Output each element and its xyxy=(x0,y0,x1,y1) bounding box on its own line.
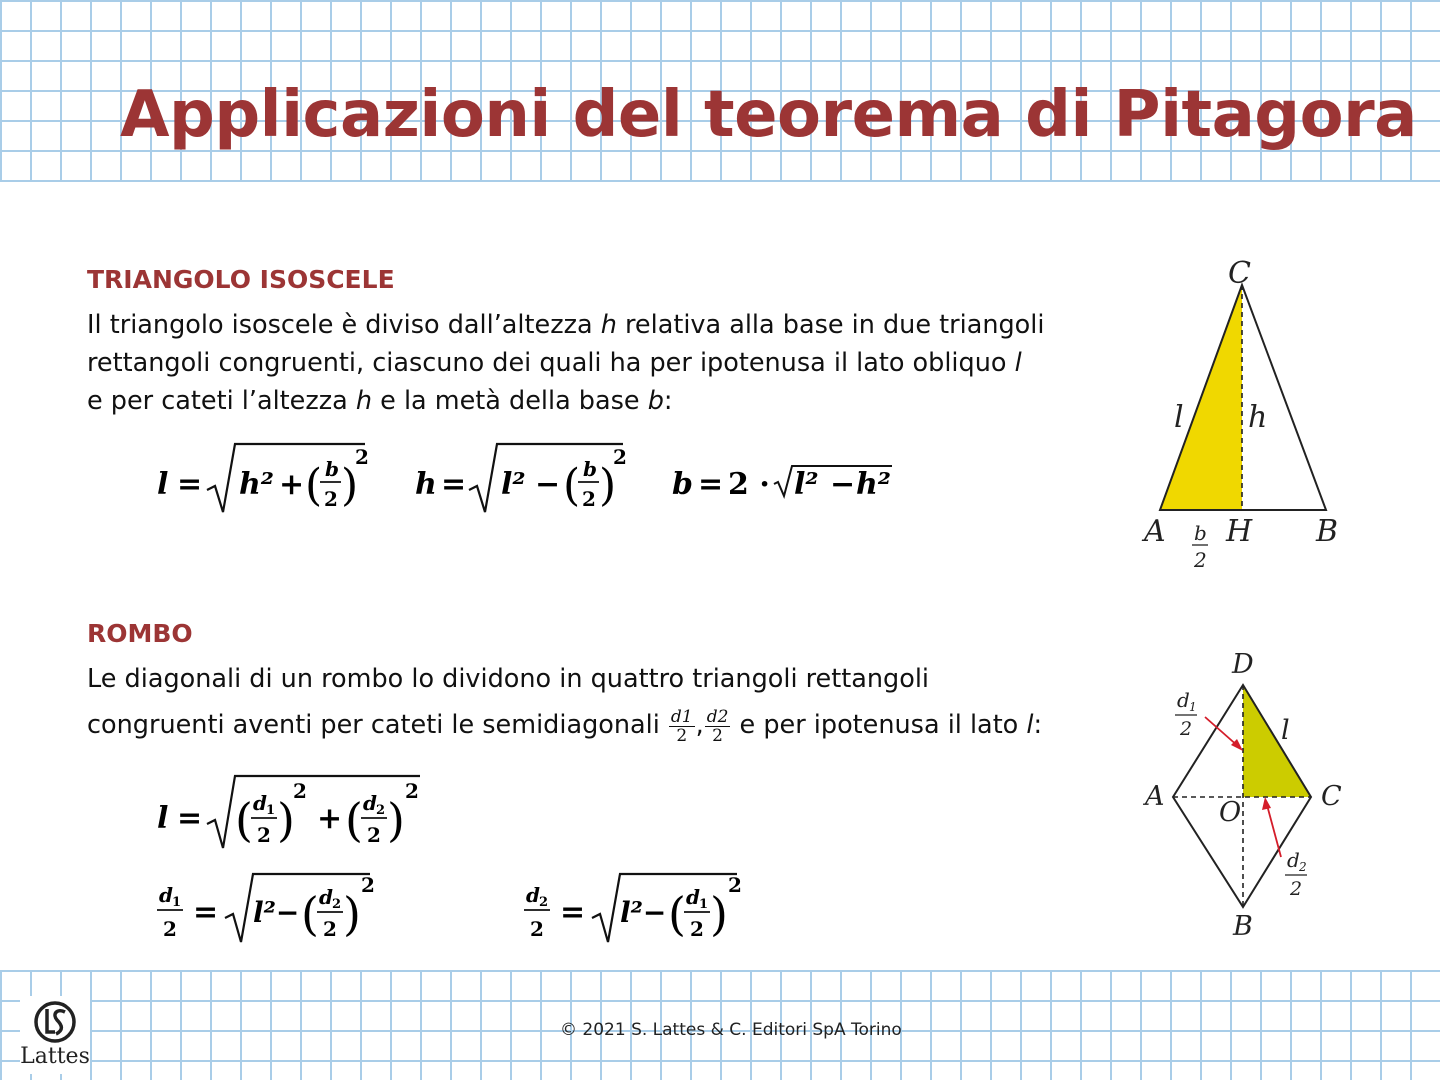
f3-l2: l² xyxy=(794,467,819,502)
page-title: Applicazioni del teorema di Pitagora xyxy=(120,78,1417,152)
f2-two: 2 xyxy=(582,487,596,511)
triangle-label-b-num: b xyxy=(1194,521,1207,545)
f4-d2: d xyxy=(363,791,377,815)
f4-plus: + xyxy=(317,801,343,836)
triangle-label-b-den: 2 xyxy=(1194,548,1207,572)
f5-d1-sub: 1 xyxy=(172,895,182,910)
rhombus-label-d1: d xyxy=(1177,688,1190,712)
copyright-footer: © 2021 S. Lattes & C. Editori SpA Torino xyxy=(560,1020,902,1040)
f1-sup: 2 xyxy=(355,445,369,469)
triangle-text-1: Il triangolo isoscele è diviso dall’altezza xyxy=(87,310,601,340)
f6-d1: d xyxy=(686,885,700,909)
lattes-logo-name: Lattes xyxy=(20,1044,90,1069)
f1-l: l xyxy=(157,467,169,502)
rhombus-comma: , xyxy=(695,710,704,740)
rhombus-label-b: B xyxy=(1233,911,1253,942)
rhombus-frac-d1-text: d1 xyxy=(670,706,693,727)
rhombus-heading: ROMBO xyxy=(87,619,193,648)
arrow-d2-head xyxy=(1262,797,1271,810)
f5-eq: = xyxy=(193,895,219,930)
f6-lhs-den: 2 xyxy=(530,917,544,941)
formula-d2-rhombus xyxy=(522,866,762,960)
rhombus-label-a: A xyxy=(1145,781,1165,812)
formula-h-triangle-svg xyxy=(413,440,643,520)
rhombus-frac-d1-num xyxy=(669,708,695,727)
f3-eq: = xyxy=(698,467,724,502)
triangle-var-h2: h xyxy=(355,386,373,416)
rhombus-label-d2-sub: 2 xyxy=(1299,860,1307,874)
rhombus-text-4: : xyxy=(1033,710,1043,740)
f5-lhs-den: 2 xyxy=(163,917,177,941)
triangle-label-a: A xyxy=(1144,514,1166,549)
f2-b: b xyxy=(583,457,597,481)
f1-eq: = xyxy=(177,467,203,502)
f5-l2minus: l²− xyxy=(253,896,300,929)
f4-d1-sub: 1 xyxy=(266,803,276,818)
f4-d2-sub: 2 xyxy=(376,803,386,818)
f2-sup: 2 xyxy=(613,445,627,469)
f4-d1: d xyxy=(253,791,267,815)
rhombus-frac-d1-den: 2 xyxy=(676,725,688,746)
f3-two-dot: 2 · xyxy=(728,467,770,502)
f5-sup: 2 xyxy=(361,873,375,897)
formula-d2-rhombus-svg xyxy=(522,866,762,952)
f1-rparen: ) xyxy=(341,460,359,511)
f1-b: b xyxy=(325,457,339,481)
f1-plus: + xyxy=(279,467,305,502)
f1-h2: h² xyxy=(239,467,274,502)
isosceles-triangle-diagram xyxy=(1130,255,1360,575)
formula-l-rhombus xyxy=(155,772,445,866)
rhombus-var-l: l xyxy=(1026,710,1034,740)
rhombus-frac-d2-text: d2 xyxy=(706,706,729,727)
rhombus-label-c: C xyxy=(1321,781,1342,812)
rhombus-label-l: l xyxy=(1281,715,1290,746)
rhombus-label-d1-sub: 1 xyxy=(1189,700,1197,714)
f5-lparen: ( xyxy=(301,887,319,941)
rhombus-text-2: congruenti aventi per cateti le semidiagonali xyxy=(87,710,668,740)
triangle-description xyxy=(87,306,1077,420)
formula-b-triangle-svg xyxy=(670,440,910,520)
f2-minus: − xyxy=(535,467,561,502)
f6-lparen: ( xyxy=(668,887,686,941)
f5-rparen: ) xyxy=(343,887,361,941)
f6-eq: = xyxy=(560,895,586,930)
f5-frac-den: 2 xyxy=(323,917,337,941)
triangle-text-4: e la metà della base xyxy=(372,386,648,416)
triangle-label-h: h xyxy=(1248,400,1268,435)
f3-minus: − xyxy=(830,467,856,502)
formula-h-triangle xyxy=(413,440,643,528)
f4-eq: = xyxy=(177,801,203,836)
rhombus-label-d: D xyxy=(1232,649,1254,680)
formula-b-triangle xyxy=(670,440,910,528)
f4-frac2-den: 2 xyxy=(367,823,381,847)
f4-lparen1: ( xyxy=(235,793,253,847)
f2-eq: = xyxy=(441,467,467,502)
lattes-logo-mark xyxy=(20,996,90,1046)
rhombus-description-line2 xyxy=(87,706,1077,745)
f4-lparen2: ( xyxy=(345,793,363,847)
triangle-text-2: relativa alla base in due triangoli rettangoli congruenti, ciascuno dei quali ha per ipotenusa il lato obliquo xyxy=(87,310,1045,378)
triangle-label-l: l xyxy=(1174,400,1184,435)
f6-rparen: ) xyxy=(710,887,728,941)
rhombus-text-3: e per ipotenusa il lato xyxy=(731,710,1027,740)
triangle-var-b: b xyxy=(647,386,664,416)
f4-rparen2: ) xyxy=(387,793,405,847)
f6-d2-sub: 2 xyxy=(539,895,549,910)
triangle-var-l: l xyxy=(1014,348,1022,378)
f1-lparen: ( xyxy=(305,460,323,511)
formula-l-triangle xyxy=(155,440,385,528)
triangle-label-c: C xyxy=(1228,256,1251,291)
f6-frac-den: 2 xyxy=(690,917,704,941)
f2-rparen: ) xyxy=(599,460,617,511)
rhombus-frac-d2 xyxy=(705,708,731,745)
rhombus-label-d1-den: 2 xyxy=(1180,718,1193,740)
f6-l2minus: l²− xyxy=(620,896,667,929)
f6-d1-sub: 1 xyxy=(699,897,709,912)
formula-d1-rhombus-svg xyxy=(155,866,395,952)
triangle-label-hfoot: H xyxy=(1226,514,1253,549)
f4-sup2: 2 xyxy=(405,779,419,803)
f1-two: 2 xyxy=(324,487,338,511)
rhombus-frac-d1 xyxy=(669,708,695,745)
triangle-text-5: : xyxy=(663,386,673,416)
rhombus-frac-d2-num xyxy=(705,708,731,727)
f2-l2: l² xyxy=(501,467,526,502)
lattes-logo xyxy=(20,996,90,1074)
formula-d1-rhombus xyxy=(155,866,395,960)
triangle-label-b: B xyxy=(1316,514,1339,549)
rhombus-frac-d2-den: 2 xyxy=(712,725,723,746)
rhombus-diagram xyxy=(1135,645,1350,945)
formula-l-rhombus-svg xyxy=(155,772,445,858)
f3-h2: h² xyxy=(856,467,891,502)
rhombus-label-o: O xyxy=(1219,797,1242,828)
triangle-text-3: e per cateti l’altezza xyxy=(87,386,356,416)
f2-h: h xyxy=(415,467,437,502)
f5-d2: d xyxy=(319,885,333,909)
f5-d1: d xyxy=(159,883,173,907)
f6-sup: 2 xyxy=(728,873,742,897)
triangle-var-h: h xyxy=(600,310,617,340)
f4-frac1-den: 2 xyxy=(257,823,271,847)
f3-b: b xyxy=(672,467,693,502)
rhombus-label-d2: d xyxy=(1287,848,1300,872)
f4-l: l xyxy=(157,801,169,836)
rhombus-description-line1: Le diagonali di un rombo lo dividono in quattro triangoli rettangoli xyxy=(87,664,929,694)
triangle-heading: TRIANGOLO ISOSCELE xyxy=(87,265,395,294)
f4-rparen1: ) xyxy=(277,793,295,847)
f2-lparen: ( xyxy=(563,460,581,511)
rhombus-label-d2-den: 2 xyxy=(1290,878,1303,900)
f5-d2-sub: 2 xyxy=(332,897,342,912)
formula-l-triangle-svg xyxy=(155,440,385,520)
f6-d2: d xyxy=(526,883,540,907)
arrow-d2 xyxy=(1267,805,1281,857)
f4-sup1: 2 xyxy=(293,779,307,803)
